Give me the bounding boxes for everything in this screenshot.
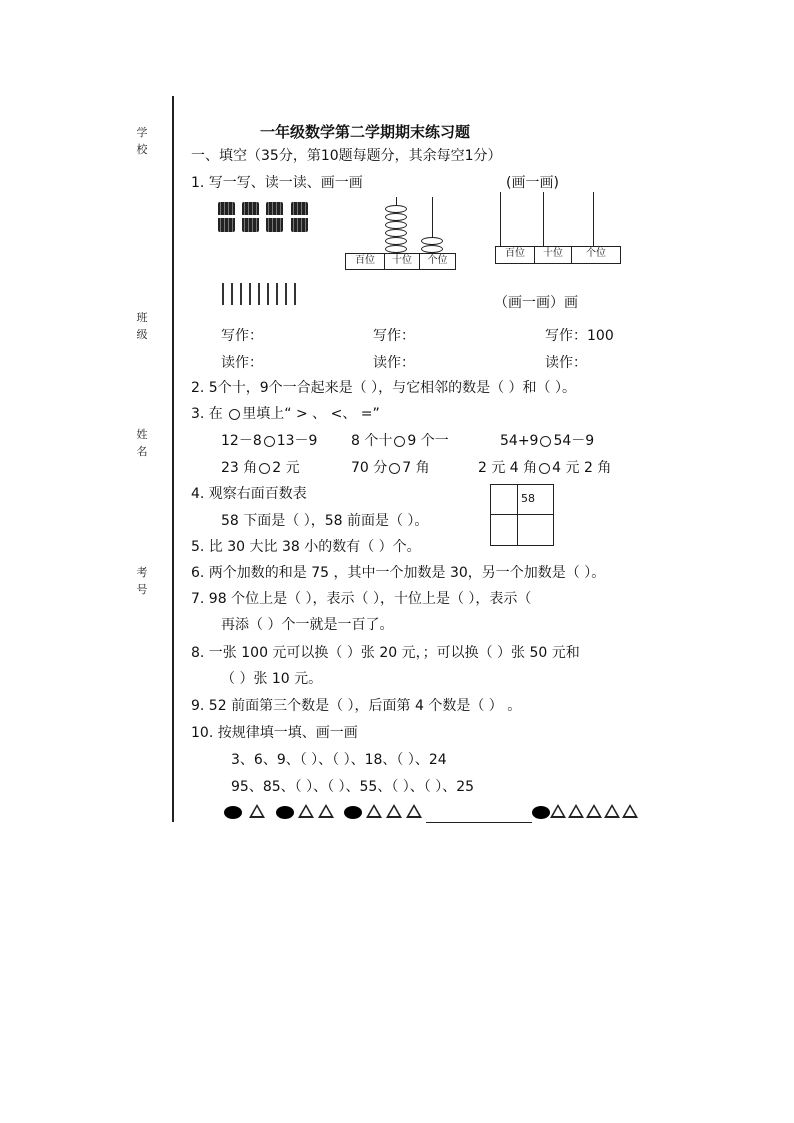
abacus2-hundreds-cell: 百位 [495, 246, 535, 264]
ten-bundle-icon [242, 202, 259, 232]
compare-left: 12－8 [221, 433, 262, 449]
abacus1-hundreds-cell: 百位 [345, 253, 385, 270]
abacus-bead-icon [421, 245, 443, 253]
school-label-1: 学 [136, 126, 148, 139]
examno-label-1: 考 [136, 566, 148, 579]
q8-text-line1: 8. 一张 100 元可以换（ ）张 20 元，；可以换（ ）张 50 元和 [191, 645, 580, 661]
q4-label: 4. 观察右面百数表 [191, 486, 307, 502]
compare-right: 54－9 [553, 433, 595, 449]
page-title: 一年级数学第二学期期末练习题 [260, 123, 471, 141]
ten-bundle-icon [218, 202, 235, 232]
binding-line [172, 96, 174, 822]
abacus1-ones-cell: 个位 [419, 253, 456, 270]
compare-item [221, 432, 317, 450]
compare-left: 23 角 [221, 460, 258, 476]
compare-right: 9 个一 [407, 433, 449, 449]
q5-text: 5. 比 30 大比 38 小的数有（ ）个。 [191, 539, 421, 555]
q8-text-line2: （ ）张 10 元。 [221, 671, 323, 687]
examno-label-2: 号 [136, 583, 148, 596]
name-label-2: 名 [136, 445, 148, 458]
hundred-table-grid [490, 484, 554, 546]
single-stick-icon [276, 283, 278, 305]
abacus-bead-icon [385, 229, 407, 237]
q3-intro-b: 里填上“ > 、 <、 =” [242, 406, 380, 422]
read-label-3: 读作： [545, 355, 587, 371]
q3-intro [191, 405, 380, 423]
compare-item [351, 459, 430, 477]
pattern-answer-blank[interactable] [426, 822, 532, 823]
compare-item [478, 459, 611, 477]
abacus2-tens-cell: 十位 [534, 246, 572, 264]
q7-text-line2: 再添（ ）个一就是一百了。 [221, 617, 394, 633]
grid-cell-58: 58 [521, 492, 535, 505]
black-dot-icon [344, 806, 362, 819]
triangle-icon [366, 804, 382, 818]
abacus-bead-icon [385, 237, 407, 245]
q10-label: 10. 按规律填一填、画一画 [191, 725, 358, 741]
ten-bundle-icon [291, 202, 308, 232]
school-label-2: 校 [136, 143, 148, 156]
single-stick-icon [267, 283, 269, 305]
compare-item [351, 432, 449, 450]
write-label-3: 写作：100 [545, 328, 614, 344]
single-stick-icon [285, 283, 287, 305]
abacus-bead-icon [421, 237, 443, 245]
single-stick-icon [294, 283, 296, 305]
triangle-icon [550, 804, 566, 818]
triangle-icon [249, 804, 265, 818]
write-label-1: 写作： [221, 328, 263, 344]
compare-left: 8 个十 [351, 433, 393, 449]
single-stick-icon [258, 283, 260, 305]
abacus1-tens-cell: 十位 [384, 253, 420, 270]
ten-bundle-icon [266, 202, 283, 232]
abacus-bead-icon [385, 205, 407, 213]
name-label-1: 姓 [136, 428, 148, 441]
q1-label: 1. 写一写、读一读、画一画 [191, 175, 363, 191]
q6-text: 6. 两个加数的和是 75 ，其中一个加数是 30，另一个加数是（ ）。 [191, 565, 606, 581]
abacus-bead-icon [385, 221, 407, 229]
read-label-2: 读作： [373, 355, 415, 371]
compare-item [500, 432, 594, 450]
triangle-icon [604, 804, 620, 818]
compare-circle-icon[interactable] [229, 409, 240, 420]
compare-left: 54+9 [500, 433, 539, 449]
triangle-icon [622, 804, 638, 818]
grid-vline [517, 485, 518, 545]
black-dot-icon [276, 806, 294, 819]
q2-text: 2. 5个十，9个一合起来是（ ），与它相邻的数是（ ）和（ ）。 [191, 380, 576, 396]
compare-circle-icon[interactable] [259, 463, 270, 474]
compare-left: 2 元 4 角 [478, 460, 538, 476]
abacus-bead-icon [385, 245, 407, 253]
triangle-icon [386, 804, 402, 818]
single-stick-icon [249, 283, 251, 305]
write-label-2: 写作： [373, 328, 415, 344]
abacus-bead-icon [385, 213, 407, 221]
compare-right: 7 角 [402, 460, 430, 476]
q1-draw-label: (画一画) [506, 175, 559, 191]
compare-item [221, 459, 300, 477]
triangle-icon [586, 804, 602, 818]
q3-intro-a: 3. 在 [191, 406, 223, 422]
class-label-1: 班 [136, 311, 148, 324]
triangle-icon [318, 804, 334, 818]
abacus2-rod-tens [543, 192, 544, 247]
abacus2-ones-cell: 个位 [571, 246, 621, 264]
abacus2-rod-hundreds [500, 192, 501, 247]
single-stick-icon [222, 283, 224, 305]
compare-circle-icon[interactable] [394, 436, 405, 447]
grid-hline [491, 514, 553, 515]
abacus2-rod-ones [593, 192, 594, 247]
compare-right: 13－9 [276, 433, 318, 449]
q9-text: 9. 52 前面第三个数是（ ），后面第 4 个数是（ ） 。 [191, 698, 522, 714]
q4-body: 58 下面是（ ），58 前面是（ ）。 [221, 513, 429, 529]
q10-sequence-1: 3、6、9、（ ）、（ ）、18、（ ）、24 [231, 752, 447, 768]
compare-right: 4 元 2 角 [552, 460, 612, 476]
q7-text-line1: 7. 98 个位上是（ ），表示（ ），十位上是（ ），表示（ [191, 591, 532, 607]
single-stick-icon [231, 283, 233, 305]
compare-circle-icon[interactable] [264, 436, 275, 447]
triangle-icon [298, 804, 314, 818]
read-label-1: 读作： [221, 355, 263, 371]
compare-circle-icon[interactable] [539, 463, 550, 474]
q1-draw-label-2: （画一画）画 [494, 295, 578, 311]
black-dot-icon [224, 806, 242, 819]
compare-circle-icon[interactable] [540, 436, 551, 447]
compare-circle-icon[interactable] [389, 463, 400, 474]
triangle-icon [568, 804, 584, 818]
single-stick-icon [240, 283, 242, 305]
compare-left: 70 分 [351, 460, 388, 476]
black-dot-icon [532, 806, 550, 819]
q10-sequence-2: 95、85、（ ）、（ ）、55、（ ）、（ ）、25 [231, 779, 475, 795]
class-label-2: 级 [136, 328, 148, 341]
compare-right: 2 元 [272, 460, 300, 476]
triangle-icon [406, 804, 422, 818]
section-heading: 一、填空（35分，第10题每题分，其余每空1分） [191, 148, 502, 164]
